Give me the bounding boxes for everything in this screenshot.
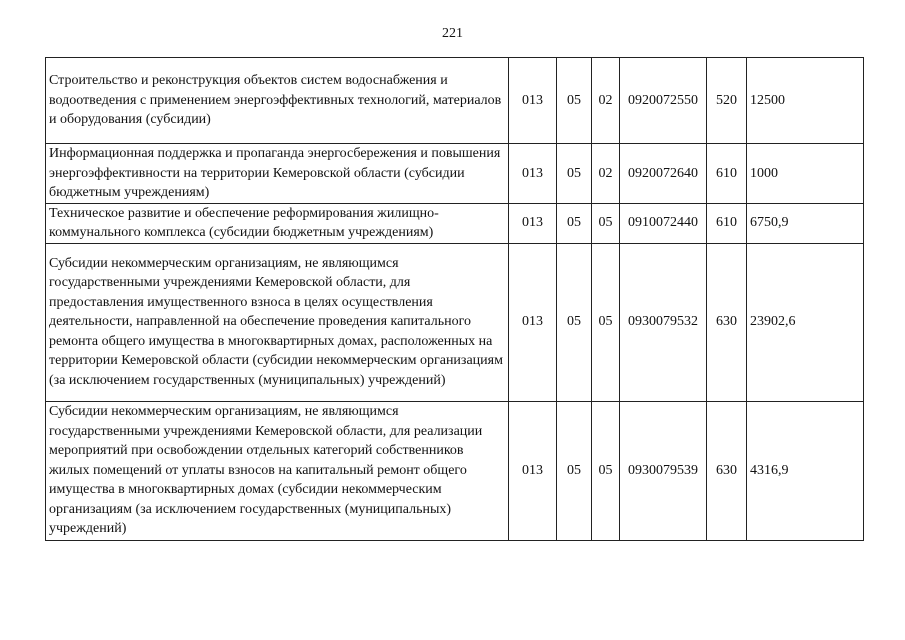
amount: 4316,9	[747, 401, 864, 540]
table-row	[46, 144, 864, 204]
section-code: 05	[557, 401, 592, 540]
page-number: 221	[442, 26, 463, 41]
row-description: Субсидии некоммерческим организациям, не являющимся государственными учреждениями Кемеровской области, для реализации мероприятий при освобождении отдельных категорий собственников жилых помещений от уплаты взносов на капитальный ремонт общего имущества в многоквартирных домах (субсидии некоммерческим организациям (за исключением государственных (муниципальных) учреждений)	[46, 401, 509, 540]
target-item-code: 0920072550	[620, 58, 707, 144]
ministry-code: 013	[509, 243, 557, 401]
amount: 6750,9	[747, 203, 864, 243]
ministry-code: 013	[509, 144, 557, 204]
target-item-code: 0930079532	[620, 243, 707, 401]
target-item-code: 0930079539	[620, 401, 707, 540]
subsection-code: 05	[592, 203, 620, 243]
row-description: Строительство и реконструкция объектов систем водоснабжения и водоотведения с применением энергоэффективных технологий, материалов и оборудования (субсидии)	[46, 58, 509, 144]
subsection-code: 05	[592, 243, 620, 401]
table-row	[46, 401, 864, 540]
row-description: Информационная поддержка и пропаганда энергосбережения и повышения энергоэффективности на территории Кемеровской области (субсидии бюджетным учреждениям)	[46, 144, 509, 204]
ministry-code: 013	[509, 58, 557, 144]
section-code: 05	[557, 58, 592, 144]
target-item-code: 0910072440	[620, 203, 707, 243]
amount: 12500	[747, 58, 864, 144]
expense-type-code: 630	[707, 401, 747, 540]
ministry-code: 013	[509, 203, 557, 243]
subsection-code: 05	[592, 401, 620, 540]
amount: 1000	[747, 144, 864, 204]
section-code: 05	[557, 243, 592, 401]
budget-table	[45, 57, 864, 541]
row-description: Техническое развитие и обеспечение реформирования жилищно-коммунального комплекса (субсидии бюджетным учреждениям)	[46, 203, 509, 243]
table-row	[46, 243, 864, 401]
table-row	[46, 58, 864, 144]
table-row	[46, 203, 864, 243]
expense-type-code: 630	[707, 243, 747, 401]
target-item-code: 0920072640	[620, 144, 707, 204]
subsection-code: 02	[592, 58, 620, 144]
section-code: 05	[557, 144, 592, 204]
row-description: Субсидии некоммерческим организациям, не являющимся государственными учреждениями Кемеровской области, для предоставления имущественного взноса в целях осуществления деятельности, направленной на обеспечение проведения капитального ремонта общего имущества в многоквартирных домах, расположенных на территории Кемеровской области (субсидии некоммерческим организациям (за исключением государственных (муниципальных) учреждений)	[46, 243, 509, 401]
expense-type-code: 610	[707, 144, 747, 204]
expense-type-code: 520	[707, 58, 747, 144]
ministry-code: 013	[509, 401, 557, 540]
subsection-code: 02	[592, 144, 620, 204]
expense-type-code: 610	[707, 203, 747, 243]
amount: 23902,6	[747, 243, 864, 401]
section-code: 05	[557, 203, 592, 243]
